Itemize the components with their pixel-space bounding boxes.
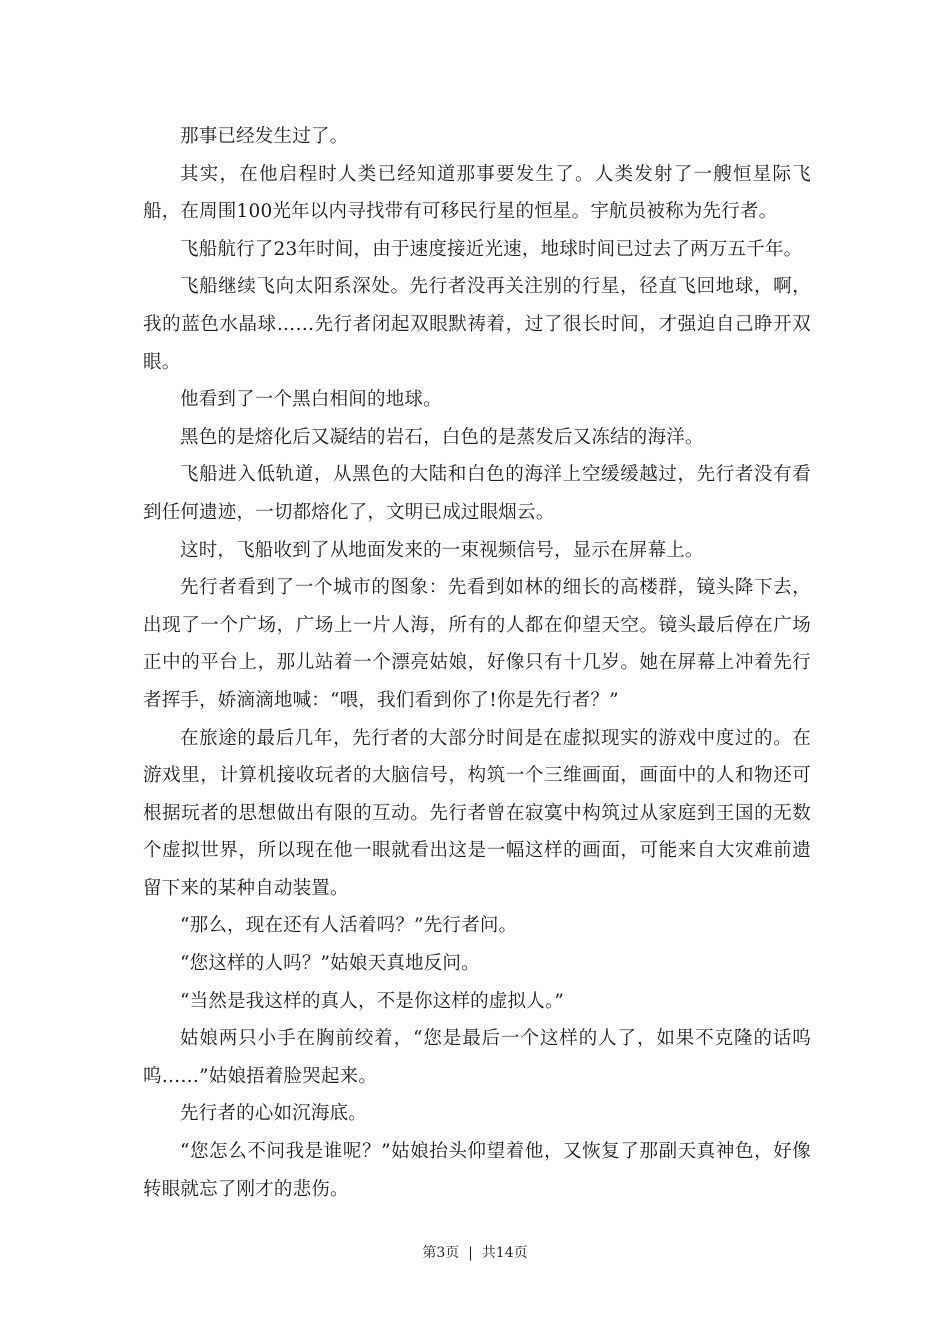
paragraph-15: 先行者的心如沉海底。 [180,1103,368,1125]
paragraph-1: 那事已经发生过了。 [180,126,349,147]
paragraph-10: 在旅途的最后几年，先行者的大部分时间是在虚拟现实的游戏中度过的。在游戏里，计算机接收玩者的大脑信号，构筑一个三维画面，画面中的人和物还可根据玩者的思想做出有限的互动。先行者曾在寂寞中构筑过从家庭到王国的无数个虚拟世界，所以现在他一眼就看出这是一幅这样的画面，可能来自大灾难前遗留下来的某种自动装置。 [143,727,811,899]
paragraph-12: “您这样的人吗？”姑娘天真地反问。 [180,953,480,975]
paragraph-9: 先行者看到了一个城市的图象：先看到如林的细长的高楼群，镜头降下去，出现了一个广场，广场上一片人海，所有的人都在仰望天空。镜头最后停在广场正中的平台上，那儿站着一个漂亮姑娘，好像只有十几岁。她在屏幕上冲着先行者挥手，娇滴滴地喊：“喂，我们看到你了!你是先行者？” [143,577,811,711]
paragraph-14: 姑娘两只小手在胸前绞着，“您是最后一个这样的人了，如果不克隆的话呜呜……”姑娘捂着脸哭起来。 [143,1028,811,1087]
document-body [143,118,811,1208]
paragraph-4: 飞船继续飞向太阳系深处。先行者没再关注别的行星，径直飞回地球，啊，我的蓝色水晶球……先行者闭起双眼默祷着，过了很长时间，才强迫自己睁开双眼。 [143,276,811,373]
paragraph-7: 飞船进入低轨道，从黑色的大陆和白色的海洋上空缓缓越过，先行者没有看到任何遗迹，一切都熔化了，文明已成过眼烟云。 [143,464,811,523]
paragraph-11: “那么，现在还有人活着吗？”先行者问。 [180,915,518,937]
paragraph-6: 黑色的是熔化后又凝结的岩石，白色的是蒸发后又冻结的海洋。 [180,426,704,448]
paragraph-13: “当然是我这样的真人，不是你这样的虚拟人。” [180,990,565,1012]
paragraph-3: 飞船航行了23年时间，由于速度接近光速，地球时间已过去了两万五千年。 [180,238,803,260]
page-footer [0,1243,950,1263]
paragraph-5: 他看到了一个黑白相间的地球。 [180,389,442,411]
paragraph-2: 其实，在他启程时人类已经知道那事要发生了。人类发射了一艘恒星际飞船，在周围100光年以内寻找带有可移民行星的恒星。宇航员被称为先行者。 [143,163,811,223]
paragraph-8: 这时，飞船收到了从地面发来的一束视频信号，显示在屏幕上。 [180,539,704,561]
paragraph-16: “您怎么不问我是谁呢？”姑娘抬头仰望着他，又恢复了那副天真神色，好像转眼就忘了刚才的悲伤。 [143,1141,811,1200]
page-number: 第3页 | 共14页 [422,1245,528,1261]
